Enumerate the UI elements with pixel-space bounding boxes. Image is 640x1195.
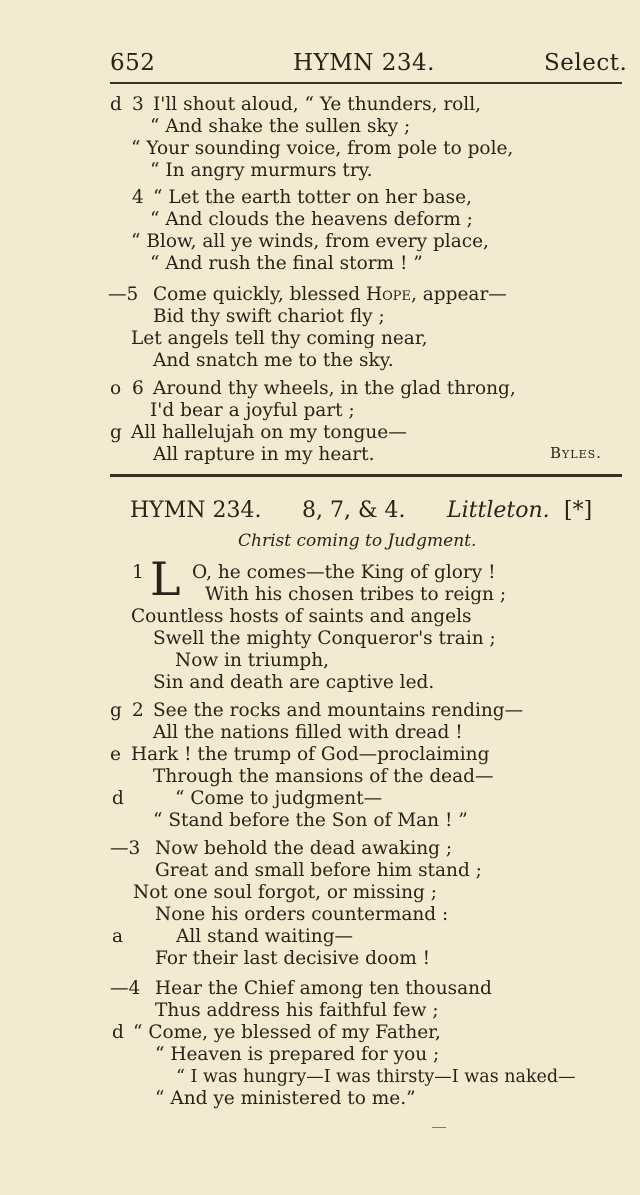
verse-line: See the rocks and mountains rending— — [153, 700, 524, 721]
dynamic-mark: d — [112, 1022, 124, 1043]
verse-line: Swell the mighty Conqueror's train ; — [153, 628, 496, 649]
stanza-number: 4 — [132, 187, 144, 208]
hymn-subtitle: Christ coming to Judgment. — [238, 531, 477, 551]
verse-line: “ Your sounding voice, from pole to pole, — [131, 138, 514, 159]
verse-line: I'd bear a joyful part ; — [150, 400, 355, 421]
dynamic-mark: d — [112, 788, 124, 809]
header-rule — [110, 82, 622, 84]
verse-smallcaps: Hope — [365, 284, 411, 305]
verse-line: “ Let the earth totter on her base, — [153, 187, 472, 208]
verse-line: For their last decisive doom ! — [155, 948, 431, 969]
stanza-number: 6 — [132, 378, 144, 399]
verse-line: Bid thy swift chariot fly ; — [153, 306, 385, 327]
verse-line: All hallelujah on my tongue— — [131, 422, 407, 443]
verse-line: “ Heaven is prepared for you ; — [155, 1044, 440, 1065]
verse-line: “ And ye ministered to me.” — [155, 1088, 416, 1109]
hymn-divider — [110, 474, 622, 477]
verse-line: And snatch me to the sky. — [153, 350, 394, 371]
verse-text: Come quickly, blessed — [153, 284, 366, 305]
stanza-number: 2 — [132, 700, 144, 721]
drop-cap: L — [150, 552, 181, 606]
verse-line: All the nations filled with dread ! — [153, 722, 463, 743]
hymn-heading: HYMN 234. — [130, 498, 262, 523]
verse-line: Now in triumph, — [175, 650, 330, 671]
tune-name: Littleton. — [447, 498, 550, 523]
verse-line: Sin and death are captive led. — [153, 672, 435, 693]
verse-line: Thus address his faithful few ; — [155, 1000, 439, 1021]
dynamic-mark: e — [110, 744, 121, 765]
dynamic-mark: g — [110, 422, 122, 443]
author-attribution: Byles. — [550, 444, 602, 462]
verse-line: “ In angry murmurs try. — [150, 160, 373, 181]
stanza-number: 3 — [132, 94, 144, 115]
verse-line: Great and small before him stand ; — [155, 860, 482, 881]
verse-line: Not one soul forgot, or missing ; — [133, 882, 437, 903]
verse-line: “ I was hungry—I was thirsty—I was naked— — [176, 1067, 576, 1087]
verse-line: Around thy wheels, in the glad throng, — [153, 378, 516, 399]
verse-line: “ Stand before the Son of Man ! ” — [153, 810, 468, 831]
verse-text: , appear— — [410, 284, 507, 305]
footer-mark — [432, 1127, 446, 1128]
verse-line: None his orders countermand : — [155, 904, 449, 925]
hymn-note: [*] — [564, 498, 593, 523]
verse-line: Now behold the dead awaking ; — [155, 838, 453, 859]
verse-line: All rapture in my heart. — [153, 444, 375, 465]
stanza-number: —3 — [110, 838, 141, 859]
running-title: HYMN 234. — [293, 50, 435, 76]
verse-line: O, he comes—the King of glory ! — [192, 562, 496, 583]
dynamic-mark: a — [112, 926, 124, 947]
section-label: Select. — [544, 50, 628, 76]
verse-line: Hear the Chief among ten thousand — [155, 978, 492, 999]
verse-line: Let angels tell thy coming near, — [131, 328, 428, 349]
page-number: 652 — [110, 50, 156, 76]
verse-line: Countless hosts of saints and angels — [131, 606, 472, 627]
verse-line: Through the mansions of the dead— — [153, 766, 494, 787]
verse-line: “ And clouds the heavens deform ; — [150, 209, 473, 230]
dynamic-mark: d — [110, 94, 122, 115]
hymn-meter: 8, 7, & 4. — [302, 498, 406, 523]
stanza-number: —4 — [110, 978, 141, 999]
verse-line: All stand waiting— — [176, 926, 354, 947]
stanza-number: —5 — [108, 284, 139, 305]
stanza-number: 1 — [132, 562, 144, 583]
verse-line: “ And rush the final storm ! ” — [150, 253, 423, 274]
verse-line — [153, 284, 507, 306]
verse-line: “ And shake the sullen sky ; — [150, 116, 411, 137]
verse-line: “ Come to judgment— — [175, 788, 383, 809]
dynamic-mark: o — [110, 378, 122, 399]
verse-line: “ Blow, all ye winds, from every place, — [131, 231, 489, 252]
verse-line: “ Come, ye blessed of my Father, — [133, 1022, 441, 1043]
verse-line: Hark ! the trump of God—proclaiming — [131, 744, 490, 765]
dynamic-mark: g — [110, 700, 122, 721]
verse-line: I'll shout aloud, “ Ye thunders, roll, — [153, 94, 482, 115]
verse-line: With his chosen tribes to reign ; — [205, 584, 507, 605]
